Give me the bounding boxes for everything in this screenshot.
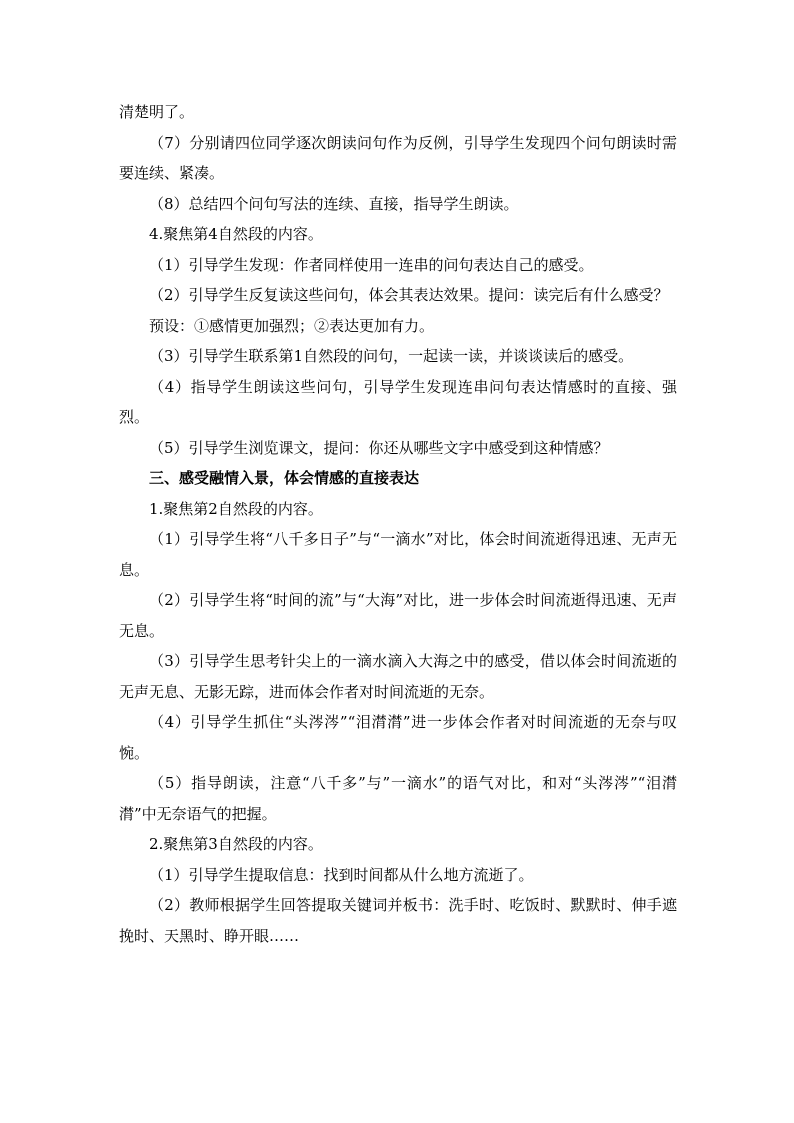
document-body xyxy=(119,97,677,951)
paragraph-p3-step-2: （2）教师根据学生回答提取关键词并板书：洗手时、吃饭时、默默时、伸手遮挽时、天黑时、睁开眼…… xyxy=(119,896,677,945)
paragraph-step-8: （8）总结四个问句写法的连续、直接，指导学生朗读。 xyxy=(149,194,519,213)
section-focus-paragraph-4: 4.聚焦第4自然段的内容。 xyxy=(149,225,323,243)
paragraph-p3-step-1: （1）引导学生提取信息：找到时间都从什么地方流逝了。 xyxy=(149,865,534,884)
paragraph-step-7: （7）分别请四位同学逐次朗读问句作为反例，引导学生发现四个问句朗读时需要连续、紧凑。 xyxy=(119,133,677,182)
paragraph-p4-step-3: （3）引导学生联系第1自然段的问句，一起读一读，并谈谈读后的感受。 xyxy=(149,347,634,365)
section-focus-paragraph-2: 1.聚焦第2自然段的内容。 xyxy=(149,499,323,518)
paragraph-p2-step-4: （4）引导学生抓住“头涔涔”“泪潸潸”进一步体会作者对时间流逝的无奈与叹惋。 xyxy=(119,713,677,762)
paragraph-p2-step-5: （5）指导朗读，注意“八千多”与”一滴水”的语气对比，和对“头涔涔”“泪潸潸”中无奈语气的把握。 xyxy=(119,774,677,823)
paragraph-p2-step-1: （1）引导学生将“八千多日子”与“一滴水”对比，体会时间流逝得迅速、无声无息。 xyxy=(119,530,677,579)
section-heading-3: 三、感受融情入景，体会情感的直接表达 xyxy=(149,469,420,487)
paragraph-p4-step-5: （5）引导学生浏览课文，提问：你还从哪些文字中感受到这种情感？ xyxy=(149,438,609,457)
paragraph-continuation: 清楚明了。 xyxy=(119,103,195,121)
paragraph-p4-step-1: （1）引导学生发现：作者同样使用一连串的问句表达自己的感受。 xyxy=(149,255,594,274)
paragraph-p2-step-3: （3）引导学生思考针尖上的一滴水滴入大海之中的感受，借以体会时间流逝的无声无息、无影无踪，进而体会作者对时间流逝的无奈。 xyxy=(119,652,677,701)
section-focus-paragraph-3: 2.聚焦第3自然段的内容。 xyxy=(149,835,323,853)
paragraph-p4-step-2: （2）引导学生反复读这些问句，体会其表达效果。提问：读完后有什么感受？ xyxy=(149,286,669,304)
paragraph-p2-step-2: （2）引导学生将“时间的流”与“大海”对比，进一步体会时间流逝得迅速、无声无息。 xyxy=(119,591,677,640)
paragraph-preset-answer: 预设：①感情更加强烈；②表达更加有力。 xyxy=(149,316,435,335)
paragraph-p4-step-4: （4）指导学生朗读这些问句，引导学生发现连串问句表达情感时的直接、强烈。 xyxy=(119,377,677,426)
